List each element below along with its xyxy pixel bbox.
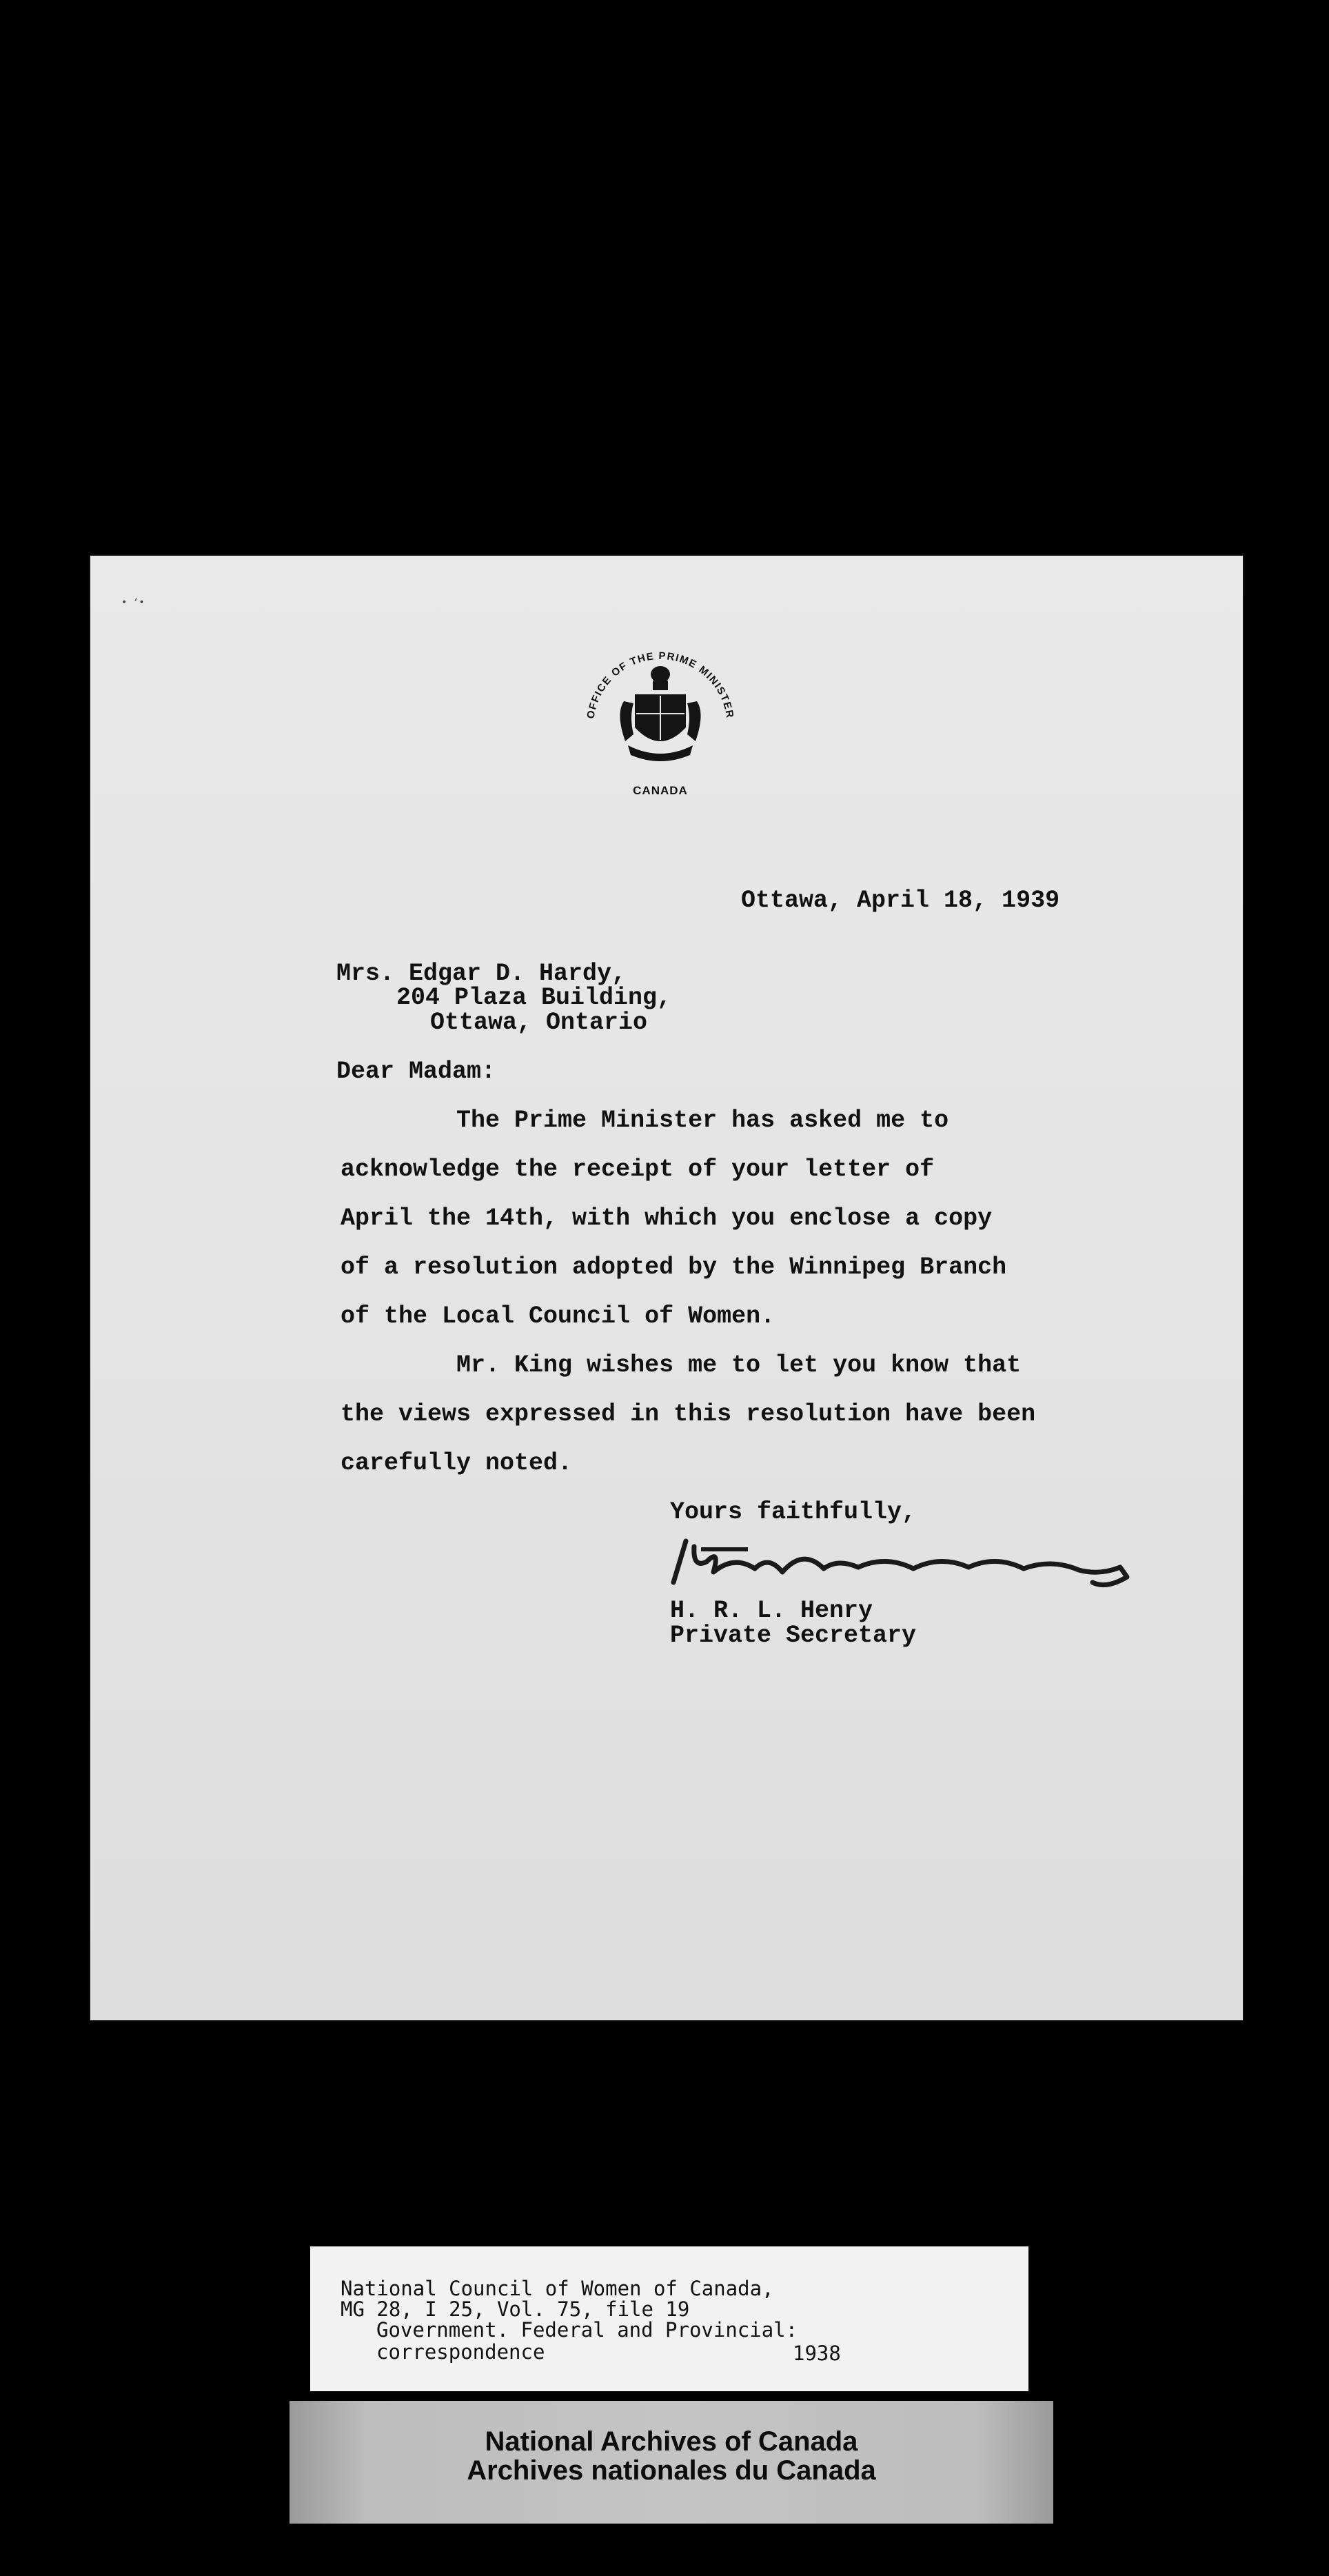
body-line: carefully noted.	[341, 1449, 573, 1477]
recipient-city: Ottawa, Ontario	[430, 1009, 648, 1036]
archive-reference-card	[310, 2246, 1028, 2391]
recipient-name: Mrs. Edgar D. Hardy,	[336, 960, 627, 987]
body-line: April the 14th, with which you enclose a copy	[341, 1205, 993, 1232]
seal-country: CANADA	[633, 784, 688, 797]
label-fonds: National Council of Women of Canada,	[341, 2277, 774, 2300]
body-line: of a resolution adopted by the Winnipeg Branch	[341, 1254, 1007, 1281]
label-year: 1938	[793, 2342, 841, 2365]
label-subject: Government. Federal and Provincial:	[376, 2318, 798, 2342]
national-archives-strip	[290, 2401, 1053, 2524]
prime-minister-seal	[567, 624, 753, 810]
body-line: acknowledge the receipt of your letter of	[341, 1156, 935, 1183]
label-reference: MG 28, I 25, Vol. 75, file 19	[341, 2297, 690, 2321]
recipient-street: 204 Plaza Building,	[396, 984, 672, 1012]
salutation: Dear Madam:	[336, 1058, 496, 1085]
body-line: of the Local Council of Women.	[341, 1302, 775, 1330]
archives-name-french: Archives nationales du Canada	[467, 2455, 876, 2486]
archives-name-english: National Archives of Canada	[485, 2426, 858, 2457]
label-type: correspondence	[376, 2340, 545, 2364]
letter-date: Ottawa, April 18, 1939	[741, 887, 1060, 914]
closing: Yours faithfully,	[670, 1498, 917, 1526]
stamp-mark: • ‘•	[121, 597, 145, 608]
seal-arc-text: OFFICE OF THE PRIME MINISTER	[585, 650, 736, 720]
handwritten-signature	[665, 1534, 1141, 1596]
body-line: Mr. King wishes me to let you know that	[341, 1351, 1022, 1379]
signer-title: Private Secretary	[670, 1622, 917, 1649]
body-line: The Prime Minister has asked me to	[341, 1107, 949, 1134]
signer-name: H. R. L. Henry	[670, 1597, 873, 1624]
body-line: the views expressed in this resolution have been	[341, 1400, 1036, 1428]
